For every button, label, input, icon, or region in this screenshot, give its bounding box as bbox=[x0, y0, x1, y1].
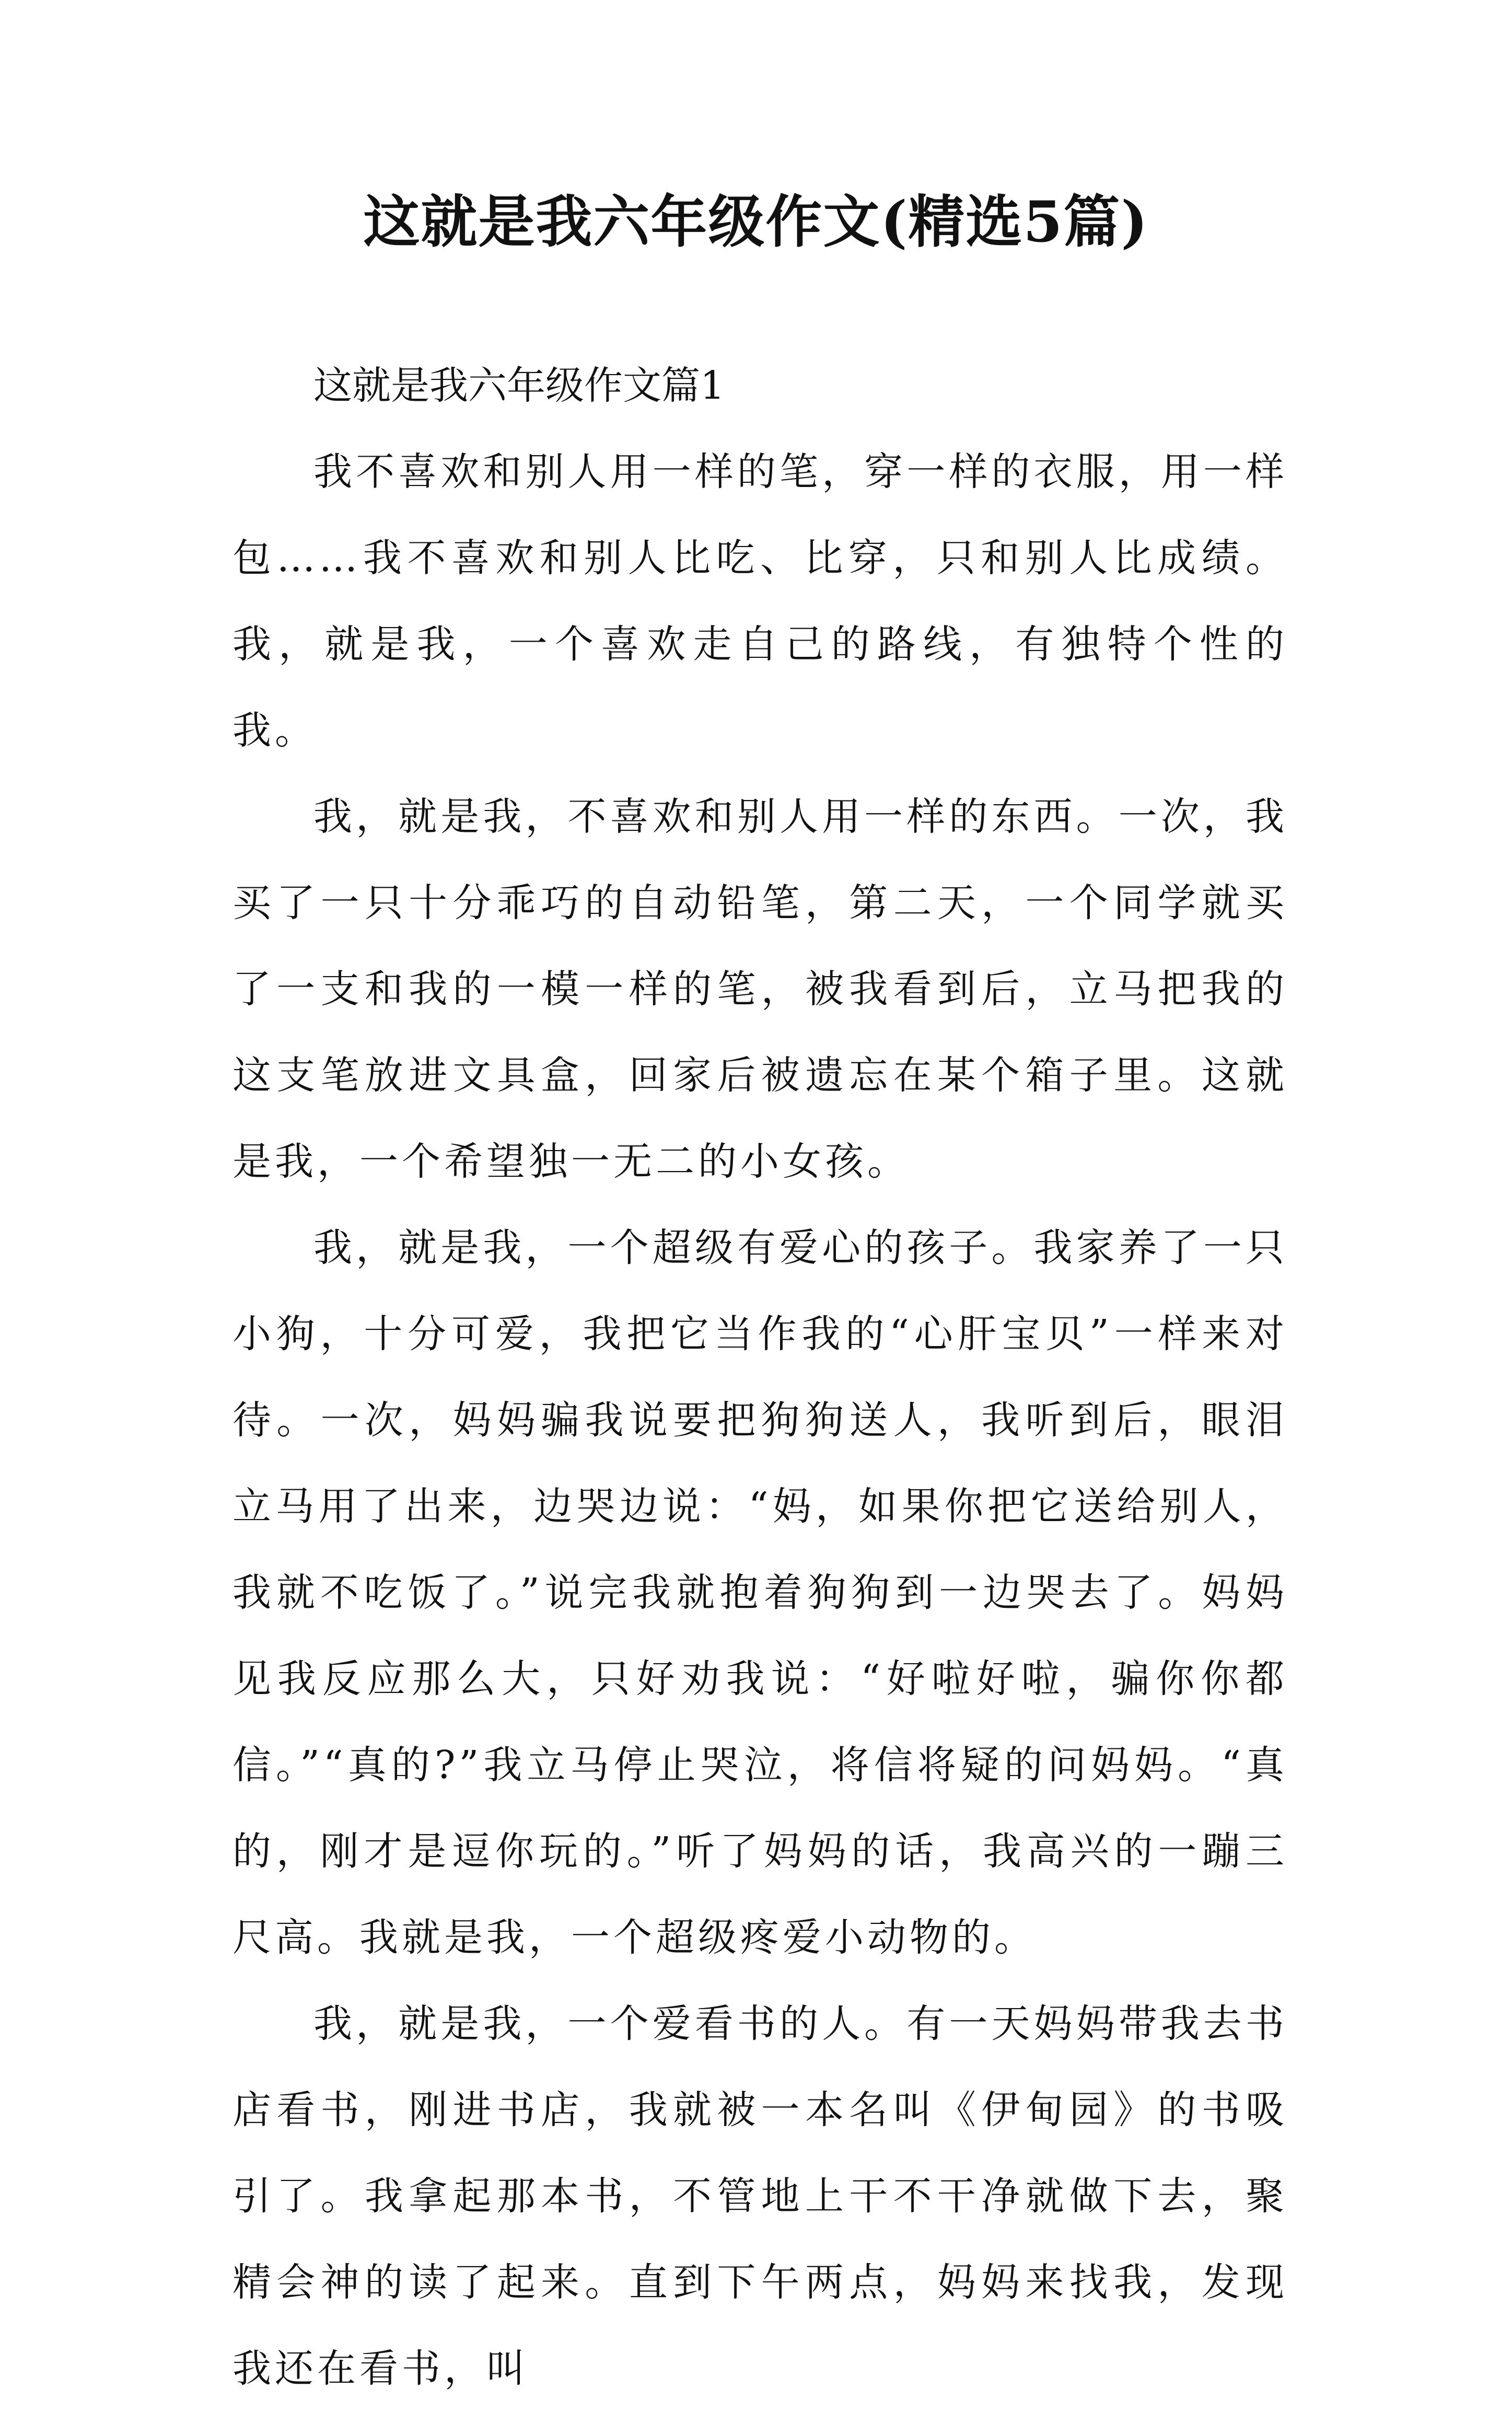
section-heading: 这就是我六年级作文篇1 bbox=[313, 363, 725, 408]
document-body bbox=[232, 343, 1288, 2412]
paragraph-2: 我，就是我，不喜欢和别人用一样的东西。一次，我买了一只十分乖巧的自动铅笔，第二天，一个同学就买了一支和我的一模一样的笔，被我看到后，立马把我的这支笔放进文具盒，回家后被遗忘在某个箱子里。这就是我，一个希望独一无二的小女孩。 bbox=[232, 794, 1288, 1184]
paragraph-3: 我，就是我，一个超级有爱心的孩子。我家养了一只小狗，十分可爱，我把它当作我的“心肝宝贝”一样来对待。一次，妈妈骗我说要把狗狗送人，我听到后，眼泪立马用了出来，边哭边说：“妈，如果你把它送给别人，我就不吃饭了。”说完我就抱着狗狗到一边哭去了。妈妈见我反应那么大，只好劝我说：“好啦好啦，骗你你都信。”“真的?”我立马停止哭泣，将信将疑的问妈妈。“真的，刚才是逗你玩的。”听了妈妈的话，我高兴的一蹦三尺高。我就是我，一个超级疼爱小动物的。 bbox=[232, 1225, 1288, 1960]
paragraph-1: 我不喜欢和别人用一样的笔，穿一样的衣服，用一样包……我不喜欢和别人比吃、比穿，只和别人比成绩。我，就是我，一个喜欢走自己的路线，有独特个性的我。 bbox=[232, 449, 1288, 753]
paragraph-4: 我，就是我，一个爱看书的人。有一天妈妈带我去书店看书，刚进书店，我就被一本名叫《伊甸园》的书吸引了。我拿起那本书，不管地上干不干净就做下去，聚精会神的读了起来。直到下午两点，妈妈来找我，发现我还在看书，叫 bbox=[232, 2001, 1288, 2391]
document-title: 这就是我六年级作文(精选5篇) bbox=[363, 189, 1149, 255]
